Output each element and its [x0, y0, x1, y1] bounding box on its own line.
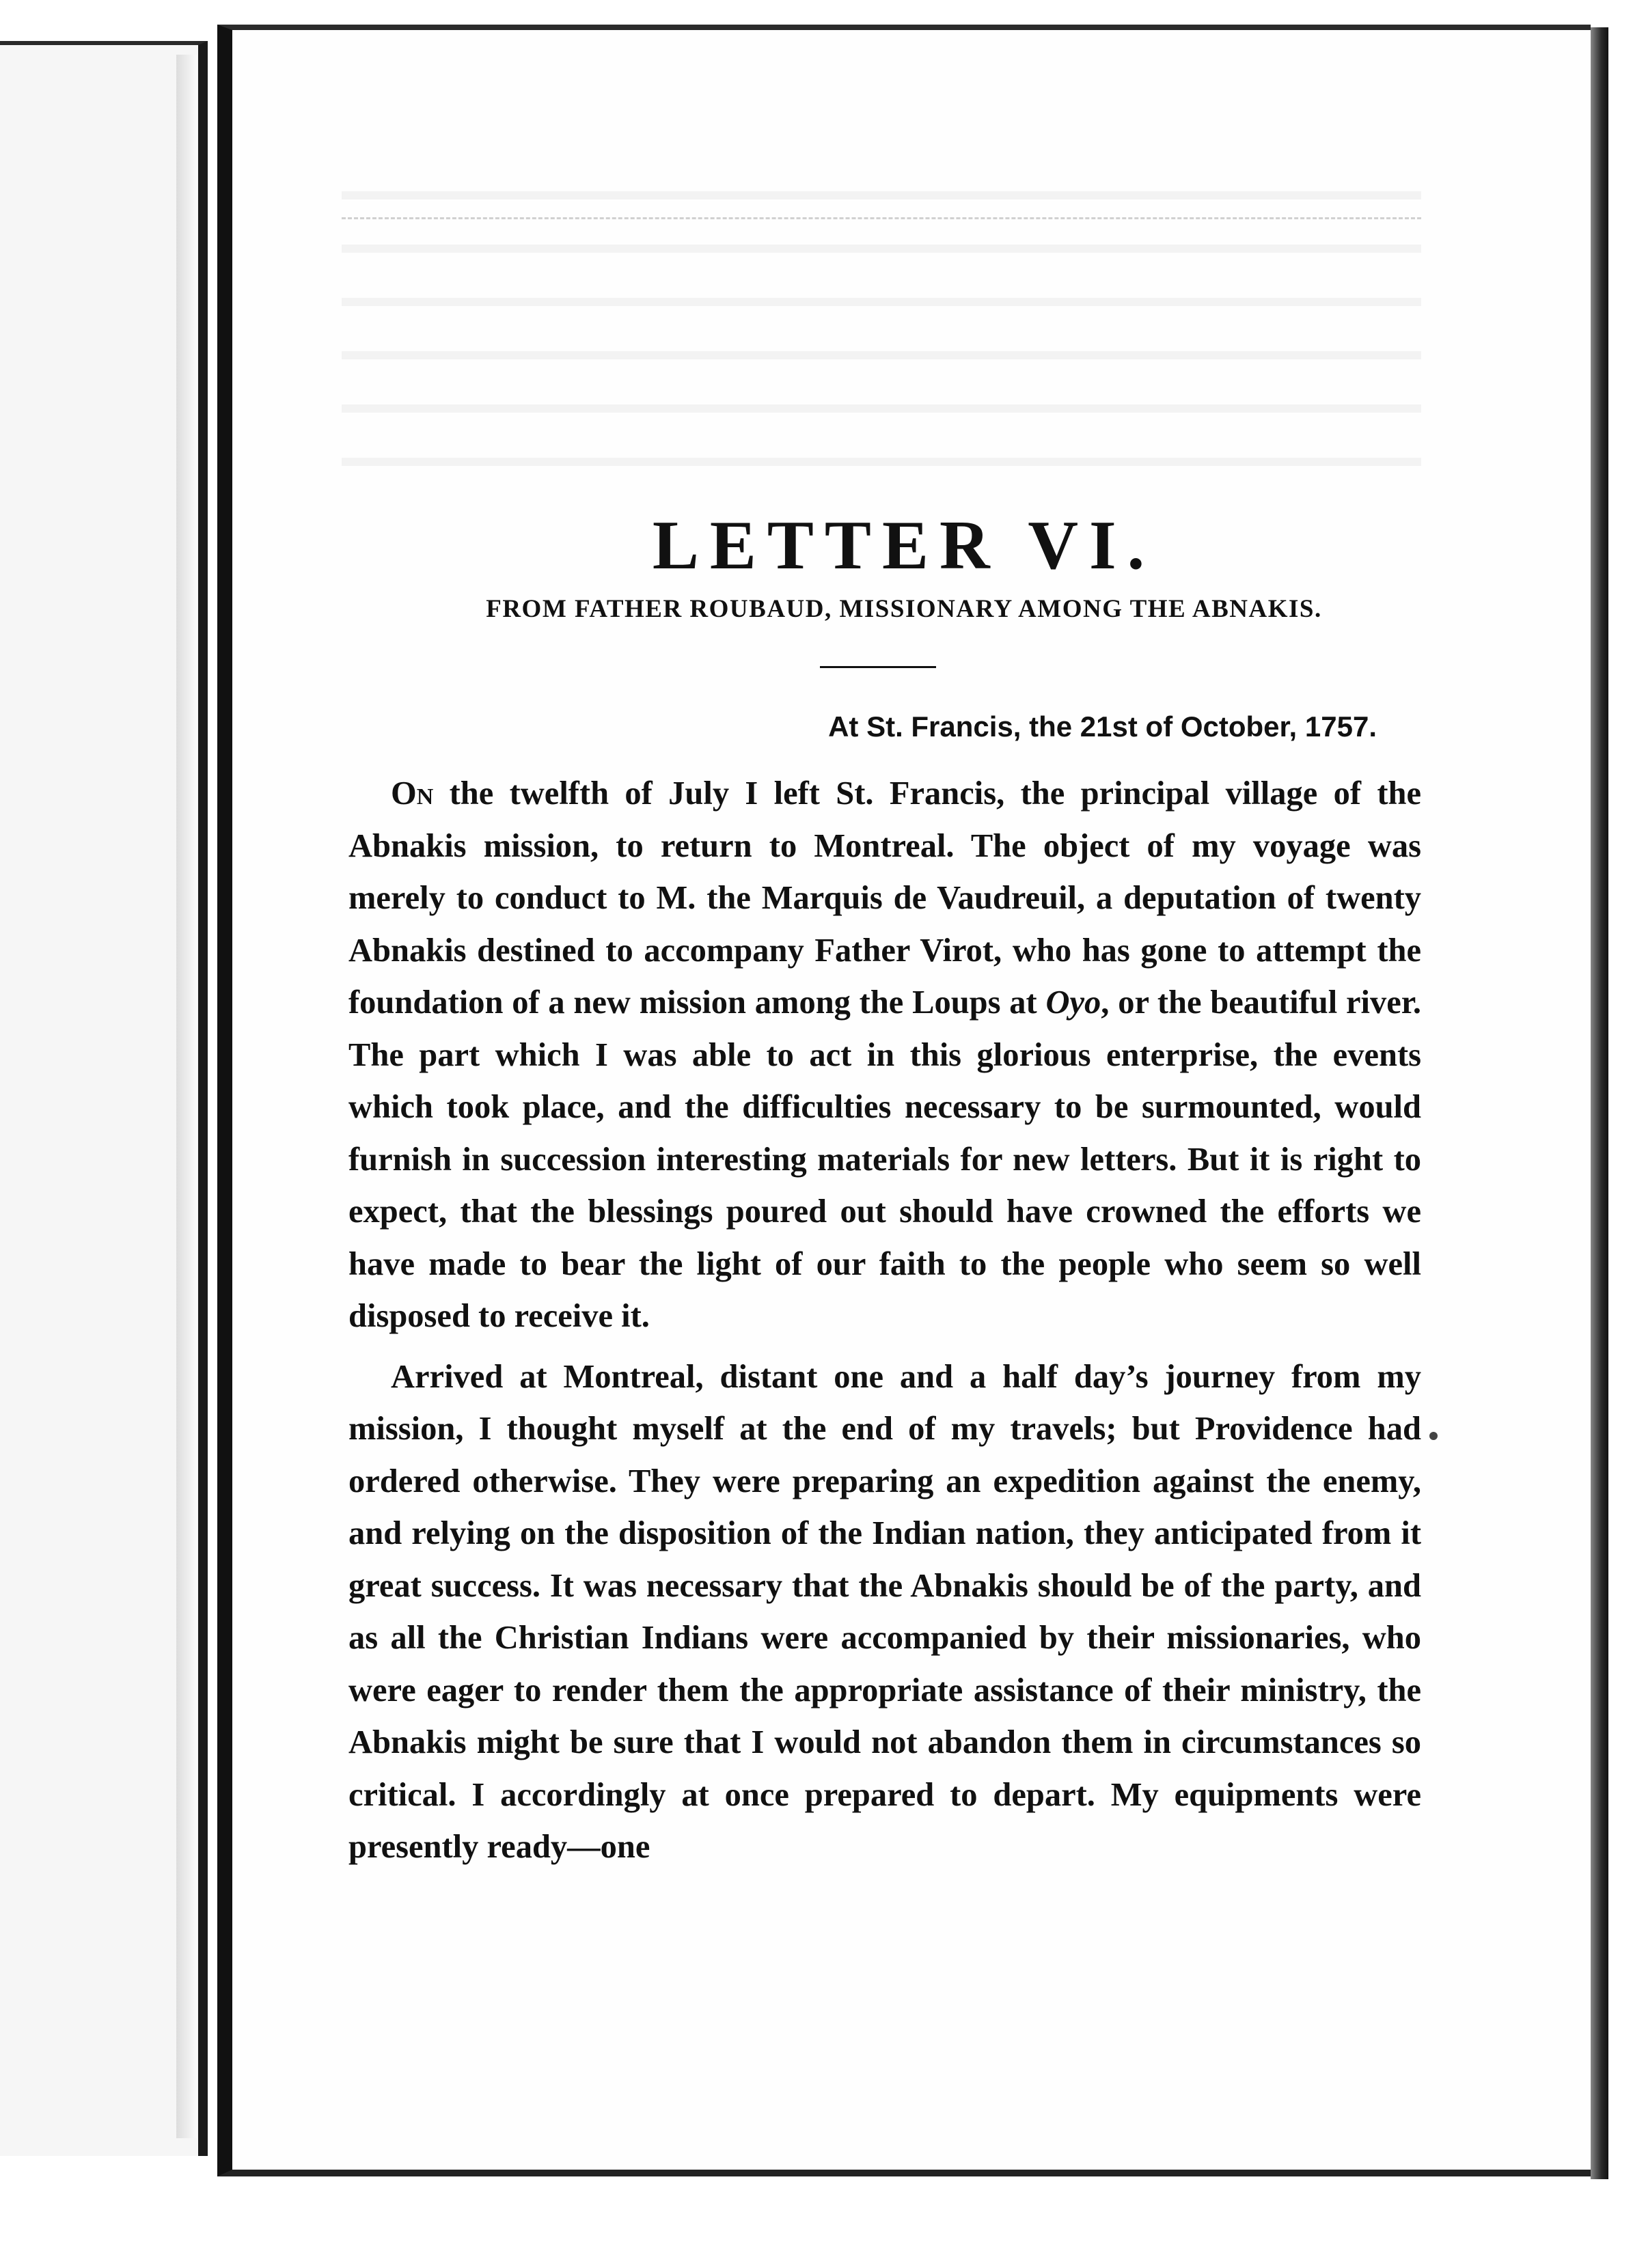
paragraph-2: Arrived at Montreal, distant one and a half day’s journey from my mission, I thought myself at the end of my travels; but Providence had ordered otherwise. They were preparing an expedition against the enemy, and relying on the disposition of the Indian nation, they anticipated from it great success. It was necessary that the Abnakis should be of the party, and as all the Christian Indians were accompanied by their missionaries, who were eager to render them the appropriate assistance of their ministry, the Abnakis might be sure that I would not abandon them in circumstances so critical. I accordingly at once prepared to depart. My equipments were presently ready—one [348, 1358, 1421, 1865]
paragraph-lead-word: On [391, 775, 434, 812]
page-right-edge [1591, 27, 1608, 2179]
letter-dateline: At St. Francis, the 21st of October, 1757. [828, 710, 1377, 743]
letter-body [348, 768, 1421, 1874]
paragraph-1-italic: Oyo [1045, 984, 1101, 1021]
faint-running-head-rule [342, 217, 1421, 219]
letter-title: LETTER VI. [652, 507, 1156, 585]
show-through-text [342, 150, 1421, 492]
paragraph-1 [348, 768, 1421, 1343]
letter-subtitle: FROM FATHER ROUBAUD, MISSIONARY AMONG THE ABNAKIS. [486, 595, 1322, 623]
ink-speck [1429, 1432, 1438, 1440]
paragraph-1-text-b: , or the beautiful river. The part which I was able to act in this glorious enterprise, the events which took place, and the difficulties necessary to be surmounted, would furnish in succession interesting materials for new letters. But it is right to expect, that the blessings poured out should have crowned the efforts we have made to bear the light of our faith to the people who seem so well disposed to receive it. [348, 984, 1421, 1334]
section-rule [820, 666, 936, 668]
paragraph-1-text-a: the twelfth of July I left St. Francis, the principal village of the Abnakis mission, to return to Montreal. The object of my voyage was merely to conduct to M. the Marquis de Vaudreuil, a deputation of twenty Abnakis destined to accompany Father Virot, who has gone to attempt the foundation of a new mission among the Loups at [348, 775, 1421, 1021]
gutter-shadow [176, 55, 197, 2138]
